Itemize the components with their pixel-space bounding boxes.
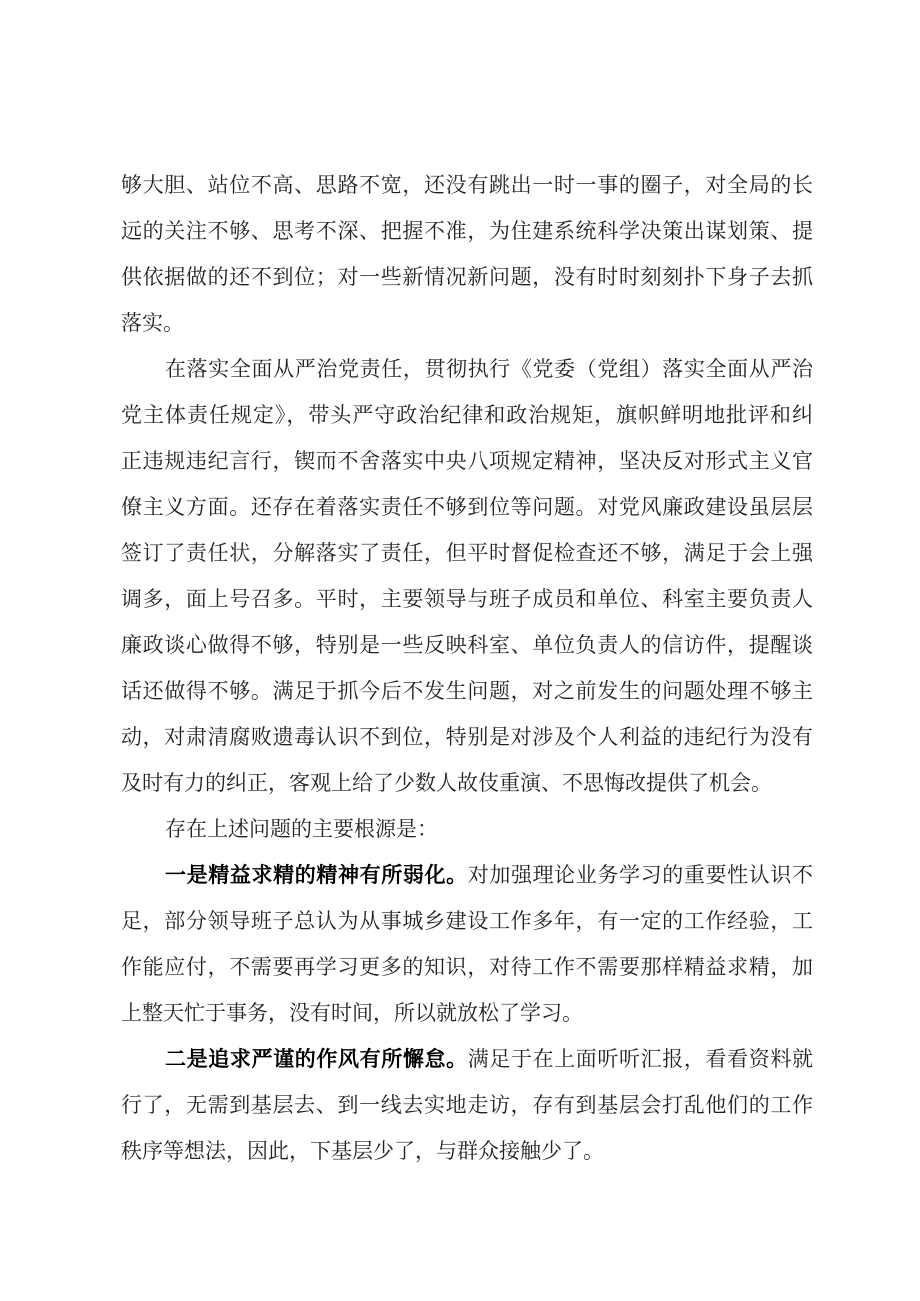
heading-1: 一是精益求精的精神有所弱化。 xyxy=(165,862,468,887)
paragraph-3 xyxy=(121,806,813,852)
text-line: 足，部分领导班子总认为从事城乡建设工作多年，有一定的工作经验，工 xyxy=(121,909,813,933)
text-line: 存在上述问题的主要根源是： xyxy=(165,817,438,841)
text-line: 行了，无需到基层去、到一线去实地走访，存有到基层会打乱他们的工作 xyxy=(121,1093,813,1117)
text-line: 远的关注不够、思考不深、把握不准，为住建系统科学决策出谋划策、提 xyxy=(121,219,813,243)
text-line: 廉政谈心做得不够，特别是一些反映科室、单位负责人的信访件，提醒谈 xyxy=(121,633,813,657)
text-line: 作能应付，不需要再学习更多的知识，对待工作不需要那样精益求精，加 xyxy=(121,955,813,979)
text-line: 话还做得不够。满足于抓今后不发生问题，对之前发生的问题处理不够主 xyxy=(121,679,813,703)
text-line: 上整天忙于事务，没有时间，所以就放松了学习。 xyxy=(121,1001,583,1025)
paragraph-5 xyxy=(121,1036,813,1174)
text-line: 供依据做的还不到位；对一些新情况新问题，没有时时刻刻扑下身子去抓 xyxy=(121,265,813,289)
text-line: 调多，面上号召多。平时，主要领导与班子成员和单位、科室主要负责人 xyxy=(121,587,813,611)
text-line: 在落实全面从严治党责任，贯彻执行《党委（党组）落实全面从严治 xyxy=(165,357,813,381)
text-line xyxy=(121,1036,813,1082)
text-line: 落实。 xyxy=(121,311,184,335)
paragraph-2 xyxy=(121,346,813,806)
document-page xyxy=(121,162,813,1174)
text-line: 党主体责任规定》，带头严守政治纪律和政治规矩，旗帜鲜明地批评和纠 xyxy=(121,403,813,427)
text-line: 正违规违纪言行，锲而不舍落实中央八项规定精神，坚决反对形式主义官 xyxy=(121,449,813,473)
text-span: 满足于在上面听听汇报，看看资料就 xyxy=(467,1047,814,1071)
paragraph-1 xyxy=(121,162,813,346)
text-line: 够大胆、站位不高、思路不宽，还没有跳出一时一事的圈子，对全局的长 xyxy=(121,173,813,197)
paragraph-4 xyxy=(121,852,813,1036)
text-line: 僚主义方面。还存在着落实责任不够到位等问题。对党风廉政建设虽层层 xyxy=(121,495,813,519)
text-line: 动，对肃清腐败遗毒认识不到位，特别是对涉及个人利益的违纪行为没有 xyxy=(121,725,813,749)
text-line: 秩序等想法，因此，下基层少了，与群众接触少了。 xyxy=(121,1139,604,1163)
text-line xyxy=(121,852,813,898)
text-line: 签订了责任状，分解落实了责任，但平时督促检查还不够，满足于会上强 xyxy=(121,541,813,565)
text-span: 对加强理论业务学习的重要性认识不 xyxy=(467,863,814,887)
heading-2: 二是追求严谨的作风有所懈怠。 xyxy=(165,1046,468,1071)
text-line: 及时有力的纠正，客观上给了少数人故伎重演、不思悔改提供了机会。 xyxy=(121,771,772,795)
